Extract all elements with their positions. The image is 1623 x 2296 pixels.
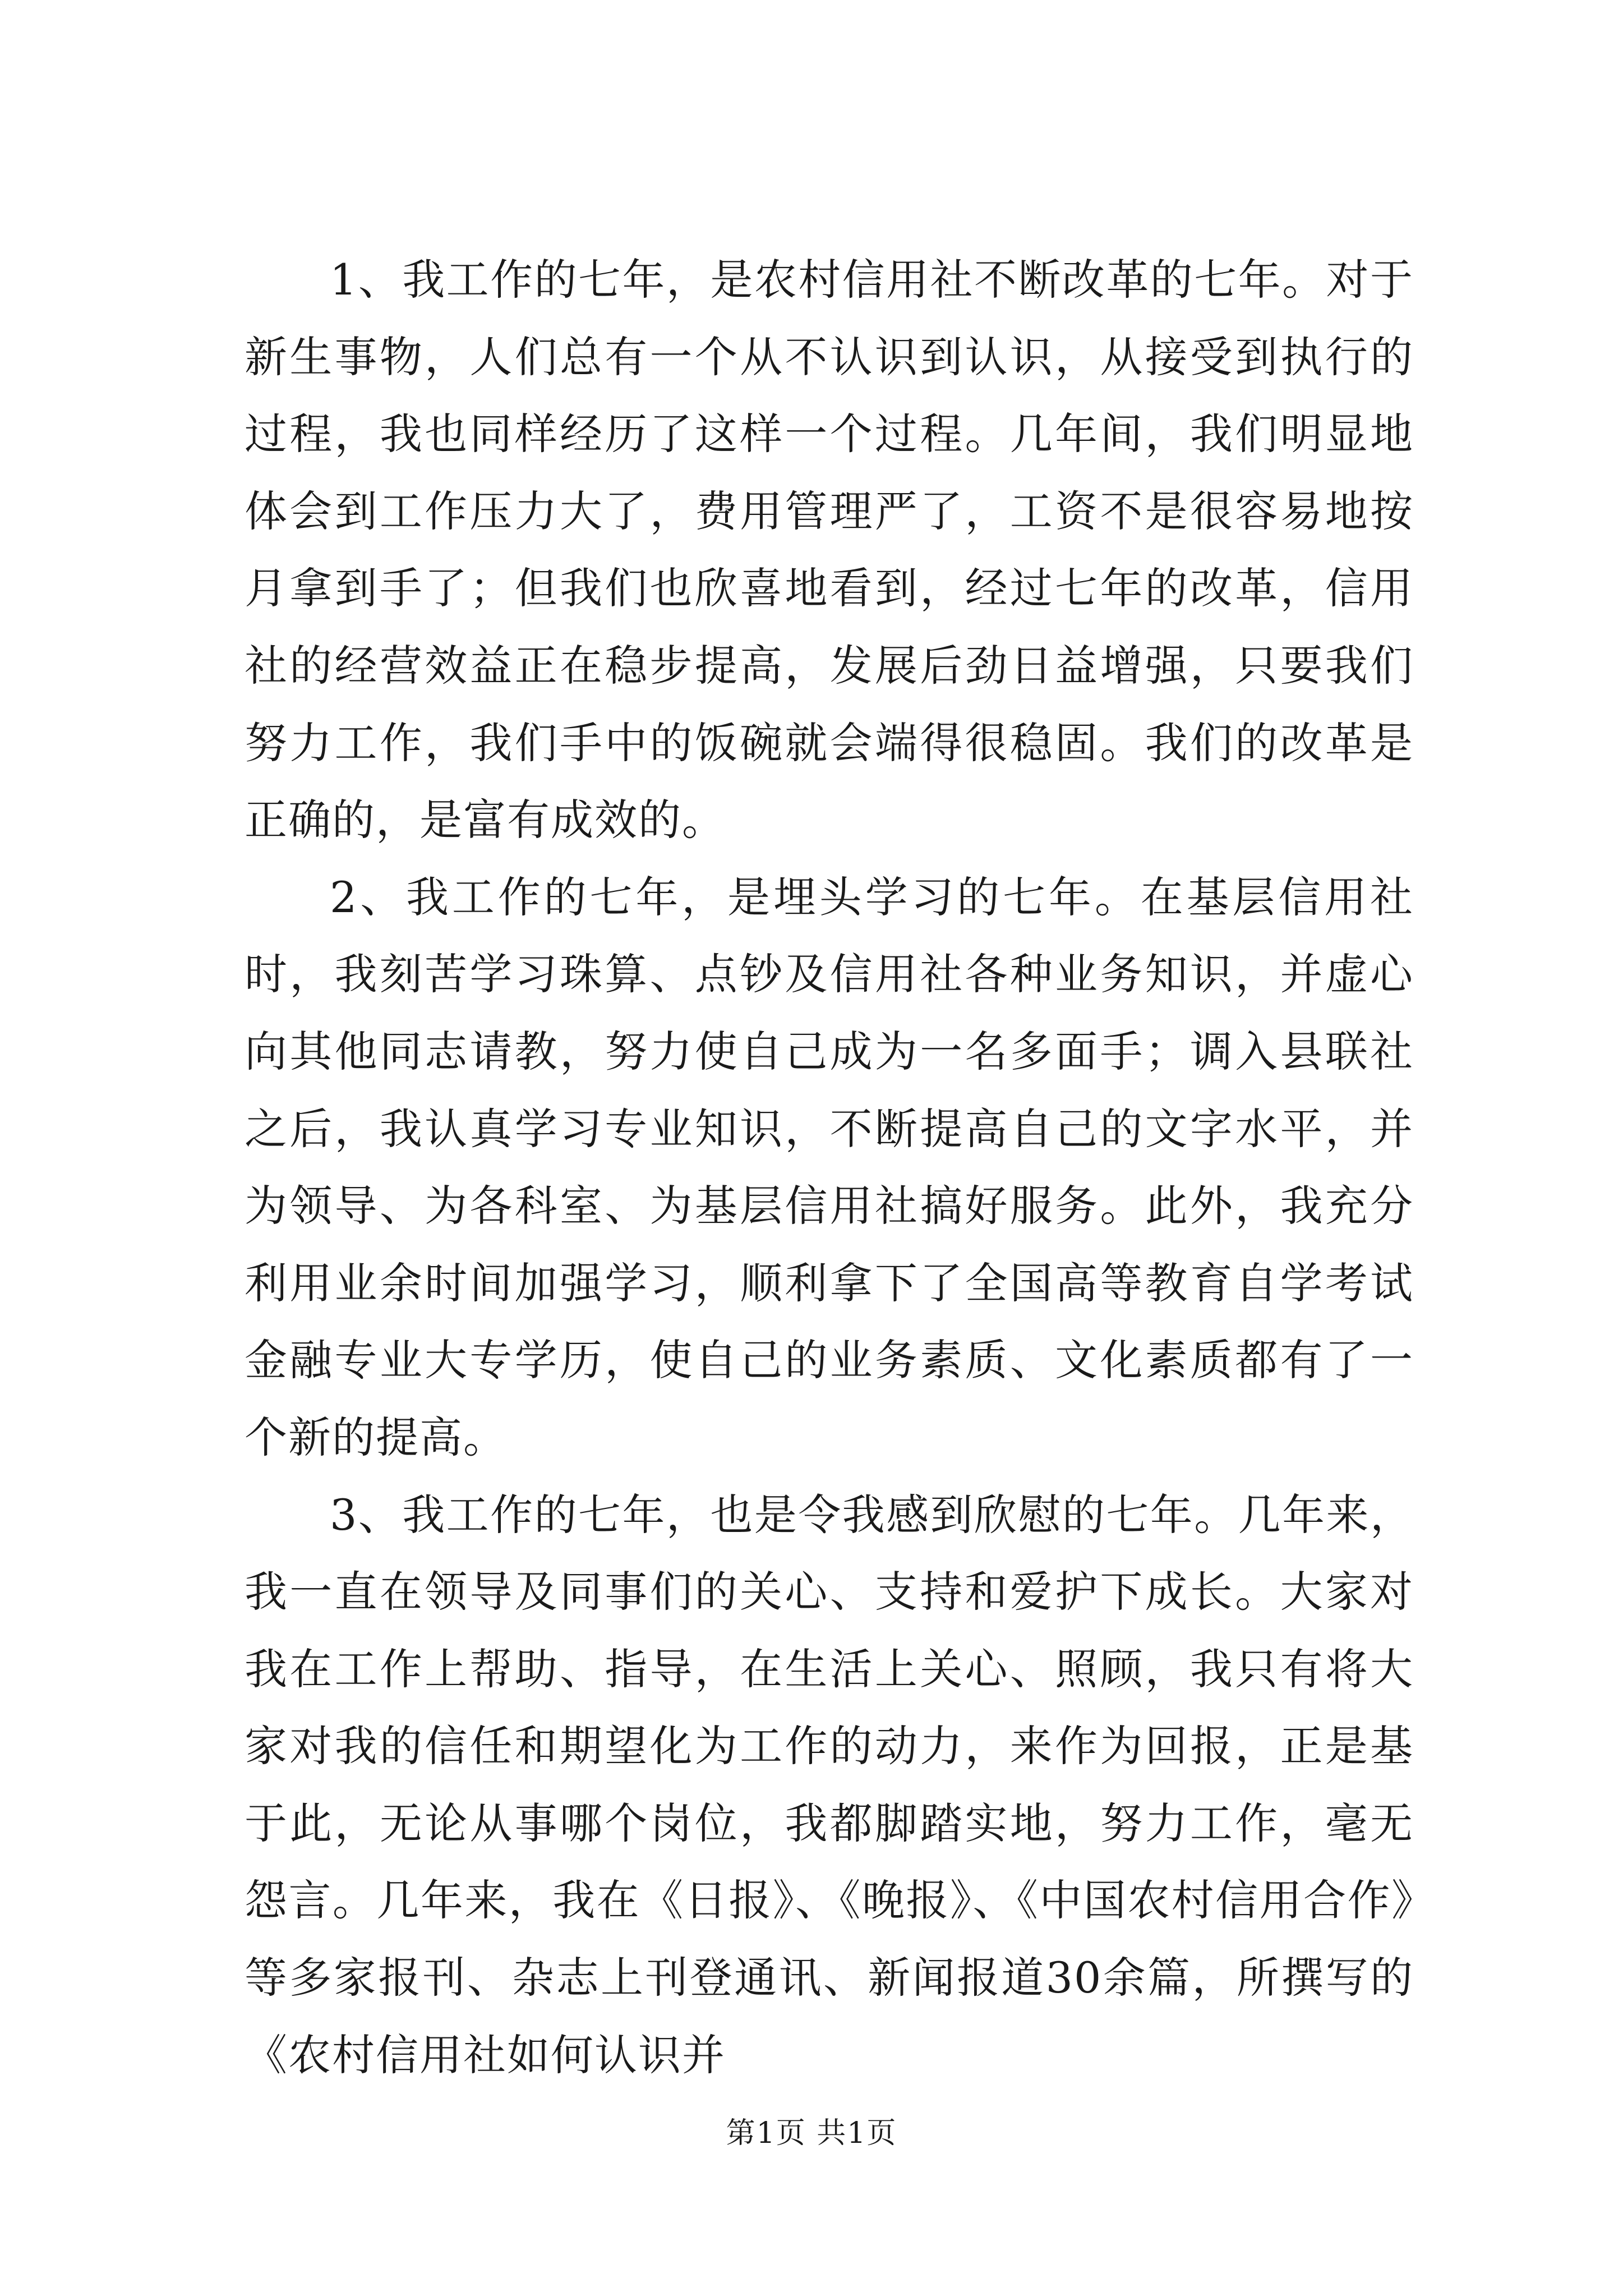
paragraph-3: 3、我工作的七年，也是令我感到欣慰的七年。几年来，我一直在领导及同事们的关心、支持和爱护下成长。大家对我在工作上帮助、指导，在生活上关心、照顾，我只有将大家对我的信任和期望化为工作的动力，来作为回报，正是基于此，无论从事哪个岗位，我都脚踏实地，努力工作，毫无怨言。几年来，我在《日报》、《晚报》、《中国农村信用合作》等多家报刊、杂志上刊登通讯、新闻报道30余篇，所撰写的《农村信用社如何认识并 (245, 1489, 1414, 2080)
paragraph-1: 1、我工作的七年，是农村信用社不断改革的七年。对于新生事物，人们总有一个从不认识到认识，从接受到执行的过程，我也同样经历了这样一个过程。几年间，我们明显地体会到工作压力大了，费用管理严了，工资不是很容易地按月拿到手了；但我们也欣喜地看到，经过七年的改革，信用社的经营效益正在稳步提高，发展后劲日益增强，只要我们努力工作，我们手中的饭碗就会端得很稳固。我们的改革是正确的，是富有成效的。 (245, 255, 1414, 845)
document-body (245, 241, 1414, 2093)
paragraph-2: 2、我工作的七年，是埋头学习的七年。在基层信用社时，我刻苦学习珠算、点钞及信用社各种业务知识，并虚心向其他同志请教，努力使自己成为一名多面手；调入县联社之后，我认真学习专业知识，不断提高自己的文字水平，并为领导、为各科室、为基层信用社搞好服务。此外，我充分利用业余时间加强学习，顺利拿下了全国高等教育自学考试金融专业大专学历，使自己的业务素质、文化素质都有了一个新的提高。 (245, 872, 1414, 1462)
page-footer: 第1页 共1页 (726, 2116, 897, 2150)
